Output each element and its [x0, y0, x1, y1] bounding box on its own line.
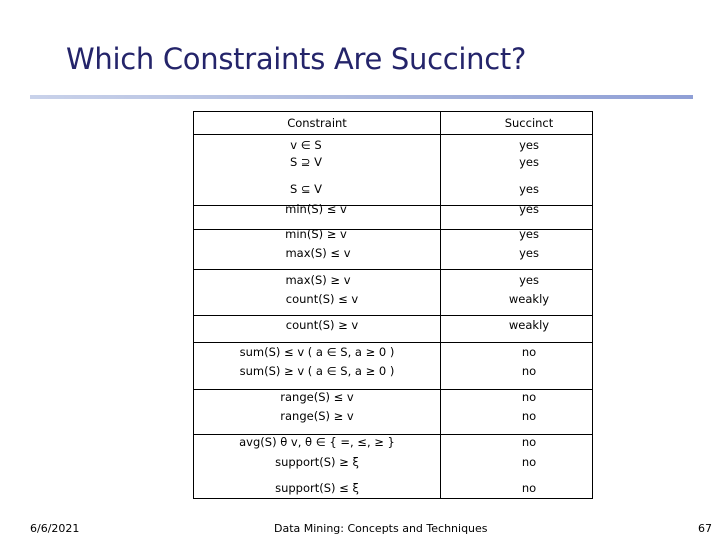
succinct-cell: yes: [519, 273, 539, 287]
succinct-cell: no: [521, 455, 537, 469]
constraint-cell: avg(S) θ v, θ ∈ { =, ≤, ≥ }: [239, 435, 395, 449]
constraint-cell: sum(S) ≥ v ( a ∈ S, a ≥ 0 ): [239, 364, 395, 378]
succinct-cell: no: [521, 435, 537, 449]
constraint-cell: max(S) ≥ v: [285, 273, 351, 287]
row-separator: [194, 315, 592, 316]
column-divider: [440, 112, 441, 498]
succinct-cell: yes: [519, 155, 539, 169]
constraint-cell: max(S) ≤ v: [285, 246, 351, 260]
footer-course-title: Data Mining: Concepts and Techniques: [274, 522, 488, 535]
constraint-cell: range(S) ≤ v: [280, 390, 354, 404]
succinct-cell: weakly: [508, 292, 550, 306]
constraint-cell: min(S) ≤ v: [285, 202, 347, 216]
constraints-table: [193, 111, 593, 499]
succinct-cell: no: [521, 364, 537, 378]
slide-title: Which Constraints Are Succinct?: [66, 42, 527, 76]
row-separator: [194, 342, 592, 343]
footer-date: 6/6/2021: [30, 522, 80, 535]
succinct-cell: yes: [519, 246, 539, 260]
page-number: 67: [698, 522, 712, 535]
constraint-cell: min(S) ≥ v: [285, 227, 347, 241]
succinct-cell: weakly: [508, 318, 550, 332]
succinct-cell: no: [521, 345, 537, 359]
header-constraint: Constraint: [287, 116, 347, 130]
constraint-cell: sum(S) ≤ v ( a ∈ S, a ≥ 0 ): [239, 345, 395, 359]
succinct-cell: no: [521, 390, 537, 404]
succinct-cell: yes: [519, 138, 539, 152]
succinct-cell: no: [521, 481, 537, 495]
row-separator: [194, 269, 592, 270]
title-underline: [30, 95, 693, 99]
constraint-cell: S ⊆ V: [289, 182, 323, 196]
constraint-cell: support(S) ≤ ξ: [275, 481, 359, 495]
succinct-cell: yes: [519, 202, 539, 216]
constraint-cell: count(S) ≥ v: [285, 318, 359, 332]
constraint-cell: range(S) ≥ v: [280, 409, 354, 423]
constraint-cell: S ⊇ V: [289, 155, 323, 169]
succinct-cell: yes: [519, 182, 539, 196]
row-separator: [194, 134, 592, 135]
constraint-cell: support(S) ≥ ξ: [275, 455, 359, 469]
succinct-cell: no: [521, 409, 537, 423]
constraint-cell: v ∈ S: [290, 138, 322, 152]
succinct-cell: yes: [519, 227, 539, 241]
header-succinct: Succinct: [504, 116, 554, 130]
constraint-cell: count(S) ≤ v: [285, 292, 359, 306]
